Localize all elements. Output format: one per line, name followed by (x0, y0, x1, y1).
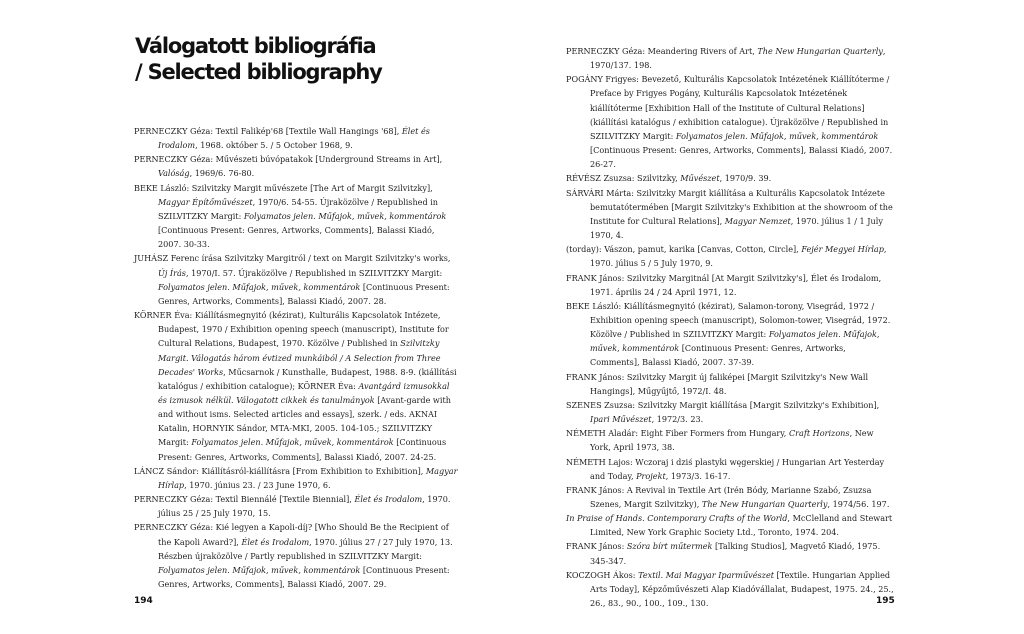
bibliography-entry (134, 181, 460, 252)
entry-text: , 1970. június 23. / 23 June 1970, 6. (184, 479, 331, 490)
entry-text: , 1970/9. 39. (719, 173, 772, 184)
entry-text: LÁNCZ Sándor: Kiállításról-kiállításra [From Exhibition to Exhibition], (134, 465, 426, 476)
bibliography-entry (566, 171, 896, 185)
entry-title-italic: Élet és Irodalom (241, 536, 310, 547)
bibliography-entry (566, 370, 896, 398)
entry-title-italic: Művészet (680, 173, 720, 184)
bibliography-entry (566, 44, 896, 72)
entry-title-italic: Projekt (636, 470, 666, 481)
entry-title-italic: Fejér Megyei Hírlap (801, 244, 884, 255)
entry-title-italic: Élet és Irodalom (158, 126, 430, 151)
entry-title-italic: Folyamatos jelen. Műfajok, művek, kommentárok (590, 329, 880, 354)
title-hungarian: Válogatott bibliográfia (135, 34, 376, 58)
entry-text: [Continuous Present: Genres, Artworks, Comments], Balassi Kiadó, 2007. 24-25. (158, 437, 447, 462)
entry-text: , 1973/3. 16-17. (665, 470, 731, 481)
entry-title-italic: Ipari Művészet (590, 414, 652, 425)
entry-text: SÁRVÁRI Márta: Szilvitzky Margit kiállítása a Kulturális Kapcsolatok Intézete bemutatótermében [Margit Szilvitzky's Exhibition at the showroom of the Institute for Cultural Relations], (566, 187, 893, 226)
entry-text: PERNECZKY Géza: Textil Falikép'68 [Textile Wall Hangings '68], (134, 126, 402, 136)
entry-title-italic: The New Hungarian Quarterly (757, 46, 883, 56)
entry-title-italic: Élet és Irodalom (354, 494, 423, 505)
entry-text: [Continuous Present: Genres, Artworks, Comments], Balassi Kiadó, 2007. 26-27. (590, 145, 893, 170)
bibliography-entry (134, 520, 460, 591)
entry-title-italic: Textil. Mai Magyar Iparművészet (638, 569, 774, 580)
entry-text: , 1970/I. 57. Újraközölve / Republished in SZILVITZKY Margit: (185, 267, 443, 278)
entry-text: KOCZOGH Ákos: (566, 569, 639, 580)
page-title (135, 33, 382, 85)
entry-text: [Avant-garde with and without isms. Selected articles and essays], szerk. / eds. AKNAI Katalin, HORNYIK Sándor, MTA-MKI, 2005. 104-105.; SZILVITZKY Margit: (158, 394, 451, 448)
entry-title-italic: Folyamatos jelen. Műfajok, művek, kommentárok (158, 564, 361, 575)
entry-text: PERNECZKY Géza: Textil Biennálé [Textile Biennial], (134, 494, 355, 505)
bibliography-entry (134, 251, 460, 308)
entry-title-italic: Avantgárd izmusokkal és izmusok nélkül. Válogatott cikkek és tanulmányok (158, 380, 450, 405)
entry-text: [Textile. Hungarian Applied Arts Today], Képzőművészeti Alap Kiadóvállalat, Budapest, 1975. 24., 25., 26., 83., 90., 100., 109., 130. (590, 569, 894, 609)
bibliography-entry (566, 455, 896, 483)
bibliography-entry (134, 124, 460, 152)
entry-text: RÉVÉSZ Zsuzsa: Szilvitzky, (566, 173, 681, 184)
title-english: / Selected bibliography (135, 60, 382, 84)
bibliography-entry (566, 271, 896, 299)
entry-title-italic: Valóság (158, 168, 190, 179)
entry-text: SZENES Zsuzsa: Szilvitzky Margit kiállítása [Margit Szilvitzky's Exhibition], (566, 399, 880, 410)
entry-text: BEKE László: Kiállításmegnyitó (kézirat), Salamon-torony, Visegrád, 1972 / Exhibition opening speech (manuscript), Solomon-tower, Visegrád, 1972. Közölve / Published in SZILVITZKY Margit: (566, 300, 891, 340)
bibliography-entry (566, 299, 896, 370)
entry-title-italic: In Praise of Hands. Contemporary Crafts of the World (566, 513, 788, 524)
entry-title-italic: Magyar Hírlap (158, 465, 458, 490)
bibliography-left-column (134, 124, 460, 591)
page-number-right: 195 (876, 596, 895, 606)
bibliography-entry (566, 398, 896, 426)
bibliography-entry (566, 242, 896, 270)
entry-title-italic: Új Írás (158, 267, 186, 278)
entry-text: , 1972/3. 23. (651, 414, 704, 425)
entry-text: [Continuous Present: Genres, Artworks, Comments], Balassi Kiadó, 2007. 30-33. (158, 225, 435, 250)
entry-text: POGÁNY Frigyes: Bevezető, Kulturális Kapcsolatok Intézetének Kiállítóterme / Preface by Frigyes Pogány, Kulturális Kapcsolatok Intézetének kiállítóterme [Exhibition Hall of the Institute of Cultural Relations] (kiállítási katalógus / exhibition catalogue). Újraközölve / Republished in SZILVITZKY Margit: (566, 74, 890, 141)
entry-text: FRANK János: A Revival in Textile Art (Irén Bódy, Marianne Szabó, Zsuzsa Szenes, Margit Szilvitzky), (566, 484, 872, 509)
entry-text: , 1970. július 1 / 1 July 1970, 4. (590, 215, 883, 241)
entry-text: , McClelland and Stewart Limited, New York Graphic Society Ltd., Toronto, 1974. 204. (590, 513, 893, 538)
entry-text: JUHÁSZ Ferenc írása Szilvitzky Margitról / text on Margit Szilvitzky's works, (134, 253, 451, 264)
bibliography-entry (134, 492, 460, 520)
bibliography-entry (566, 72, 896, 171)
entry-title-italic: Folyamatos jelen. Műfajok, művek, kommentárok (675, 130, 879, 141)
entry-text: [Talking Studios], Magvető Kiadó, 1975. 345-347. (590, 541, 881, 566)
entry-title-italic: Craft Horizons (788, 428, 850, 439)
entry-text: , Műcsarnok / Kunsthalle, Budapest, 1988. 8-9. (kiállítási katalógus / exhibition catalogue); KÖRNER Éva: (158, 366, 457, 391)
entry-text: , 1974/56. 197. (827, 499, 890, 509)
entry-text: BEKE László: Szilvitzky Margit művészete [The Art of Margit Szilvitzky], (134, 182, 433, 193)
entry-text: PERNECZKY Géza: Művészeti búvópatakok [Underground Streams in Art], (134, 154, 443, 165)
entry-text: , 1970/137. 198. (590, 46, 886, 71)
entry-text: , 1970. július 27 / 27 July 1970, 13. Részben újraközölve / Partly republished in SZILVITZKY Margit: (158, 536, 453, 561)
entry-title-italic: Folyamatos jelen. Műfajok, művek, kommentárok (243, 210, 447, 221)
entry-text: FRANK János: Szilvitzky Margitnál [At Margit Szilvitzky's], Élet és Irodalom, 1971. április 24 / 24 April 1971, 12. (566, 272, 882, 297)
page-number-left: 194 (134, 596, 153, 606)
bibliography-entry (566, 186, 896, 243)
entry-title-italic: Magyar Nemzet (724, 215, 791, 226)
entry-text: FRANK János: (566, 541, 627, 552)
entry-title-italic: Folyamatos jelen. Műfajok, művek, kommentárok (191, 437, 394, 448)
entry-text: , 1968. október 5. / 5 October 1968, 9. (195, 140, 353, 151)
bibliography-entry (134, 308, 460, 464)
bibliography-entry (566, 568, 896, 610)
entry-text: [Continuous Present: Genres, Artworks, Comments], Balassi Kiadó, 2007. 37-39. (590, 343, 846, 368)
entry-text: (torday): Vászon, pamut, karika [Canvas, Cotton, Circle], (566, 244, 802, 255)
entry-text: KÖRNER Éva: Kiállításmegnyitó (kézirat), Kulturális Kapcsolatok Intézete, Budapest, 1970 / Exhibition opening speech (manuscript), Institute for Cultural Relations, Budapest, 1970. Közölve / Published in (134, 310, 449, 349)
bibliography-entry (134, 152, 460, 180)
entry-text: , 1970/6. 54-55. Újraközölve / Republished in SZILVITZKY Margit: (158, 196, 439, 221)
entry-title-italic: The New Hungarian Quarterly (701, 499, 828, 509)
entry-title-italic: Szóra bírt műtermek (626, 541, 713, 552)
entry-text: , New York, April 1973, 38. (590, 428, 874, 453)
bibliography-entry (134, 464, 460, 492)
entry-text: , 1970. július 25 / 25 July 1970, 15. (158, 494, 451, 519)
entry-title-italic: Magyar Építőművészet (158, 196, 253, 207)
entry-title-italic: Folyamatos jelen. Műfajok, művek, kommentárok (158, 281, 361, 292)
entry-text: [Continuous Present: Genres, Artworks, Comments], Balassi Kiadó, 2007. 29. (158, 564, 450, 589)
entry-text: , 1969/6. 76-80. (189, 168, 255, 179)
bibliography-entry (566, 539, 896, 567)
entry-text: , 1970. július 5 / 5 July 1970, 9. (590, 244, 887, 269)
bibliography-right-column (566, 44, 896, 610)
entry-text: NÉMETH Lajos: Wczoraj i dziś plastyki węgerskiej / Hungarian Art Yesterday and Today, (566, 456, 885, 481)
entry-title-italic: Szilvitzky Margit. Válogatás három évtized munkáiból / A Selection from Three Decades' Works (158, 338, 441, 377)
bibliography-entry (566, 426, 896, 454)
entry-text: FRANK János: Szilvitzky Margit új faliképei [Margit Szilvitzky's New Wall Hangings], Műgyűjtő, 1972/I. 48. (566, 371, 869, 396)
entry-text: [Continuous Present: Genres, Artworks, Comments], Balassi Kiadó, 2007. 28. (158, 281, 450, 306)
entry-text: NÉMETH Aladár: Eight Fiber Formers from Hungary, (566, 428, 789, 439)
entry-text: PERNECZKY Géza: Meandering Rivers of Art, (566, 46, 758, 56)
bibliography-entry (566, 511, 896, 539)
bibliography-entry (566, 483, 896, 511)
entry-text: PERNECZKY Géza: Kié legyen a Kapoli-díj? [Who Should Be the Recipient of the Kapoli Award?], (134, 522, 449, 547)
